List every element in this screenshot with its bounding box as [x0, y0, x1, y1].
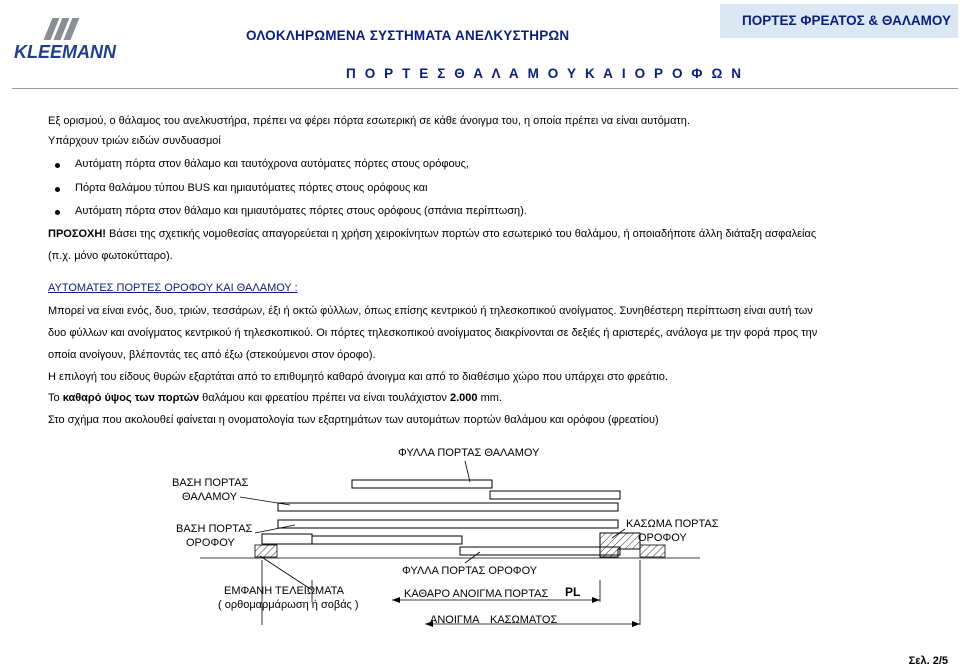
- label-car-door-base: ΒΑΣΗ ΠΟΡΤΑΣ: [172, 477, 249, 489]
- list-item: Αυτόματη πόρτα στον θάλαμο και ταυτόχρονα αυτόματες πόρτες στους ορόφους,: [75, 158, 469, 170]
- label-opening: ΑΝΟΙΓΜΑ: [430, 614, 480, 626]
- text-fragment: θαλάμου και φρεατίου πρέπει να είναι τουλάχιστον: [199, 392, 450, 404]
- list-item: Αυτόματη πόρτα στον θάλαμο και ημιαυτόματες πόρτες στους ορόφους (σπάνια περίπτωση).: [75, 205, 527, 217]
- label-floor-door-leaves: ΦΥΛΛΑ ΠΟΡΤΑΣ ΟΡΟΦΟΥ: [402, 565, 538, 577]
- warning-text: Βάσει της σχετικής νομοθεσίας απαγορεύεται η χρήση χειροκίνητων πορτών στο εσωτερικό του θαλάμου, ή οποιαδήποτε άλλη διάταξη ασφαλείας: [105, 228, 817, 240]
- car-door-base: [278, 503, 618, 511]
- label-car-door-base-2: ΘΑΛΑΜΟΥ: [182, 491, 238, 503]
- warning-line-2: (π.χ. μόνο φωτοκύτταρο).: [48, 250, 173, 262]
- label-frames: ΚΑΣΩΜΑΤΟΣ: [490, 614, 558, 626]
- label-finishes-2: ( ορθομαρμάρωση ή σοβάς ): [218, 599, 359, 611]
- section-tag-text: ΠΟΡΤΕΣ ΦΡΕΑΤΟΣ & ΘΑΛΑΜΟΥ: [742, 13, 951, 28]
- label-door-frame: ΚΑΣΩΜΑ ΠΟΡΤΑΣ: [626, 518, 719, 530]
- text-fragment: mm.: [477, 392, 502, 404]
- car-door-leaf-left: [352, 480, 492, 488]
- wall-finish-left: [255, 545, 277, 557]
- floor-door-leaf-left: [312, 536, 462, 544]
- description-line: δυο φύλλων και ανοίγματος κεντρικού ή τηλεσκοπικού. Οι πόρτες τηλεσκοπικού ανοίγματος διακρίνονται σε δεξιές ή αριστερές, ανάλογα με την φορά προς την: [48, 327, 818, 339]
- intro-paragraph: Εξ ορισμού, ο θάλαμος του ανελκυστήρα, πρέπει να φέρει πόρτα εσωτερική σε κάθε άνοιγμα του, η οποία πρέπει να είναι αυτόματη.: [48, 115, 690, 127]
- label-floor-door-base-2: ΟΡΟΦΟΥ: [186, 537, 235, 549]
- svg-text:KLEEMANN: KLEEMANN: [14, 42, 116, 62]
- frame-left: [262, 534, 312, 544]
- page-number: Σελ. 2/5: [908, 655, 948, 667]
- text-fragment-bold: καθαρό ύψος των πορτών: [62, 392, 200, 404]
- description-line: οποία ανοίγουν, βλέποντάς τες από έξω (στεκούμενοι στον όροφο).: [48, 349, 376, 361]
- description-line: Η επιλογή του είδους θυρών εξαρτάται από το επιθυμητό καθαρό άνοιγμα και από το διαθέσιμο χώρο που υπάρχει στο φρεάτιο.: [48, 371, 668, 383]
- page-title: ΟΛΟΚΛΗΡΩΜΕΝΑ ΣΥΣΤΗΜΑΤΑ ΑΝΕΛΚΥΣΤΗΡΩΝ: [246, 28, 570, 43]
- label-pl: PL: [565, 585, 581, 599]
- car-door-leaf-right: [490, 491, 620, 499]
- label-finishes: ΕΜΦΑΝΗ ΤΕΛΕΙΩΜΑΤΑ: [224, 585, 344, 597]
- page-subtitle: Π Ο Ρ Τ Ε Σ Θ Α Λ Α Μ Ο Υ Κ Α Ι Ο Ρ Ο Φ Ω Ν: [346, 66, 744, 81]
- warning-label: ΠΡΟΣΟΧΗ!: [48, 228, 106, 240]
- label-clear-opening: ΚΑΘΑΡΟ ΑΝΟΙΓΜΑ ΠΟΡΤΑΣ: [404, 588, 549, 600]
- label-floor-door-base: ΒΑΣΗ ΠΟΡΤΑΣ: [176, 523, 253, 535]
- combinations-intro: Υπάρχουν τριών ειδών συνδυασμοί: [48, 135, 221, 147]
- floor-door-leaf-right: [460, 547, 620, 555]
- list-item: Πόρτα θαλάμου τύπου BUS και ημιαυτόματες πόρτες στους ορόφους και: [75, 182, 428, 194]
- floor-door-base: [278, 520, 618, 528]
- label-car-door-leaves: ΦΥΛΛΑ ΠΟΡΤΑΣ ΘΑΛΑΜΟΥ: [398, 447, 540, 459]
- text-fragment: Το: [48, 392, 63, 404]
- wall-finish-right: [640, 545, 665, 557]
- figure-intro: Στο σχήμα που ακολουθεί φαίνεται η ονοματολογία των εξαρτημάτων των αυτομάτων πορτών θαλάμου και ορόφου (φρεατίου): [48, 414, 659, 426]
- label-door-frame-2: ΟΡΟΦΟΥ: [638, 532, 687, 544]
- description-line: Μπορεί να είναι ενός, δυο, τριών, τεσσάρων, έξι ή οκτώ φύλλων, όπως επίσης κεντρικού ή τηλεσκοπικού ανοίγματος. Συνηθέστερη περίπτωση είναι αυτή των: [48, 305, 813, 317]
- height-value: 2.000: [449, 392, 478, 404]
- section-heading: ΑΥΤΟΜΑΤΕΣ ΠΟΡΤΕΣ ΟΡΟΦΟΥ ΚΑΙ ΘΑΛΑΜΟΥ :: [48, 282, 298, 294]
